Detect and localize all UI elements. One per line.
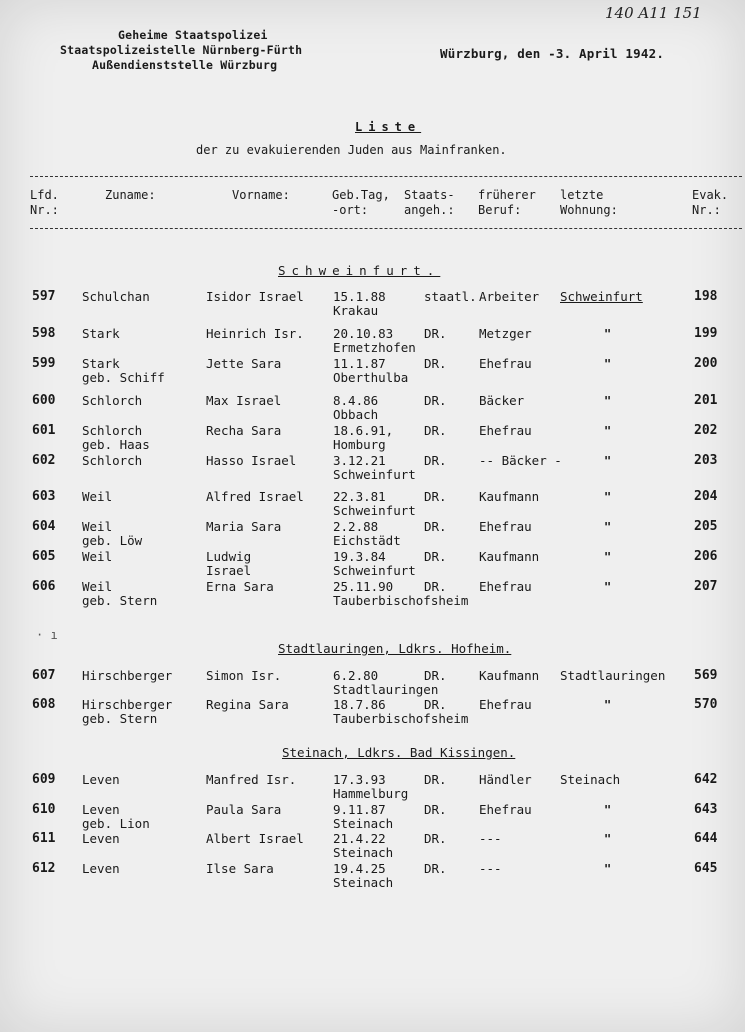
- birth-place: Steinach: [333, 845, 394, 860]
- maiden-name: geb. Stern: [82, 593, 158, 608]
- row-number: 605: [32, 549, 56, 564]
- nationality: DR.: [424, 861, 447, 876]
- occupation: Metzger: [479, 326, 532, 341]
- evacuation-number: 204: [694, 489, 718, 504]
- birth-place: Schweinfurt: [333, 563, 416, 578]
- birth-place: Tauberbischofsheim: [333, 593, 469, 608]
- section-heading-steinach: Steinach, Ldkrs. Bad Kissingen.: [282, 745, 516, 760]
- maiden-name: geb. Löw: [82, 533, 143, 548]
- first-name: Simon Isr.: [206, 668, 282, 683]
- surname: Weil: [82, 489, 113, 504]
- col-staats: Staats- angeh.:: [404, 188, 455, 217]
- birth-date: 18.7.86: [333, 697, 386, 712]
- office-line-2: Staatspolizeistelle Nürnberg-Fürth: [60, 43, 303, 57]
- birth-date: 19.4.25: [333, 861, 386, 876]
- surname: Leven: [82, 831, 120, 846]
- last-residence: ": [604, 424, 612, 438]
- birth-date: 3.12.21: [333, 453, 386, 468]
- occupation: ---: [479, 861, 502, 876]
- row-number: 601: [32, 423, 56, 438]
- evacuation-number: 202: [694, 423, 718, 438]
- nationality: DR.: [424, 668, 447, 683]
- nationality: DR.: [424, 489, 447, 504]
- row-number: 606: [32, 579, 56, 594]
- nationality: DR.: [424, 579, 447, 594]
- handwritten-reference: 140 A11 151: [605, 4, 702, 22]
- last-residence: ": [604, 862, 612, 876]
- evacuation-number: 207: [694, 579, 718, 594]
- last-residence: ": [604, 394, 612, 408]
- first-name: Erna Sara: [206, 579, 274, 594]
- row-number: 598: [32, 326, 56, 341]
- surname: Stark: [82, 326, 120, 341]
- row-number: 599: [32, 356, 56, 371]
- first-name: Israel: [206, 563, 252, 578]
- evacuation-number: 643: [694, 802, 718, 817]
- surname: Leven: [82, 772, 120, 787]
- first-name: Paula Sara: [206, 802, 282, 817]
- row-number: 603: [32, 489, 56, 504]
- last-residence: ": [604, 550, 612, 564]
- col-vorname: Vorname:: [232, 188, 290, 202]
- last-residence: ": [604, 357, 612, 371]
- birth-place: Hammelburg: [333, 786, 409, 801]
- birth-place: Schweinfurt: [333, 503, 416, 518]
- row-number: 600: [32, 393, 56, 408]
- nationality: DR.: [424, 326, 447, 341]
- surname: Schulchan: [82, 289, 150, 304]
- occupation: -- Bäcker -: [479, 453, 562, 468]
- birth-place: Eichstädt: [333, 533, 401, 548]
- last-residence: ": [604, 580, 612, 594]
- row-number: 604: [32, 519, 56, 534]
- first-name: Hasso Israel: [206, 453, 297, 468]
- surname: Weil: [82, 519, 113, 534]
- birth-date: 17.3.93: [333, 772, 386, 787]
- row-number: 612: [32, 861, 56, 876]
- birth-date: 19.3.84: [333, 549, 386, 564]
- section-heading-stadtlauringen: Stadtlauringen, Ldkrs. Hofheim.: [278, 641, 512, 656]
- first-name: Manfred Isr.: [206, 772, 297, 787]
- surname: Hirschberger: [82, 668, 173, 683]
- first-name: Ilse Sara: [206, 861, 274, 876]
- birth-place: Homburg: [333, 437, 386, 452]
- evacuation-number: 569: [694, 668, 718, 683]
- evacuation-number: 203: [694, 453, 718, 468]
- occupation: Ehefrau: [479, 423, 532, 438]
- nationality: DR.: [424, 423, 447, 438]
- first-name: Ludwig: [206, 549, 252, 564]
- last-residence: ": [604, 698, 612, 712]
- evacuation-number: 645: [694, 861, 718, 876]
- last-residence: Schweinfurt: [560, 289, 643, 304]
- occupation: Kaufmann: [479, 549, 540, 564]
- evacuation-number: 205: [694, 519, 718, 534]
- evacuation-number: 644: [694, 831, 718, 846]
- row-number: 607: [32, 668, 56, 683]
- last-residence: ": [604, 327, 612, 341]
- row-number: 611: [32, 831, 56, 846]
- nationality: DR.: [424, 831, 447, 846]
- maiden-name: geb. Stern: [82, 711, 158, 726]
- birth-place: Steinach: [333, 875, 394, 890]
- birth-date: 8.4.86: [333, 393, 379, 408]
- nationality: DR.: [424, 393, 447, 408]
- occupation: Arbeiter: [479, 289, 540, 304]
- surname: Weil: [82, 549, 113, 564]
- birth-date: 2.2.88: [333, 519, 379, 534]
- nationality: DR.: [424, 356, 447, 371]
- col-evak: Evak. Nr.:: [692, 188, 729, 217]
- nationality: DR.: [424, 802, 447, 817]
- evacuation-number: 570: [694, 697, 718, 712]
- nationality: staatl.: [424, 289, 477, 304]
- nationality: DR.: [424, 772, 447, 787]
- occupation: Ehefrau: [479, 579, 532, 594]
- surname: Leven: [82, 861, 120, 876]
- nationality: DR.: [424, 519, 447, 534]
- office-line-1: Geheime Staatspolizei: [118, 28, 268, 42]
- occupation: Ehefrau: [479, 519, 532, 534]
- evacuation-number: 201: [694, 393, 718, 408]
- surname: Hirschberger: [82, 697, 173, 712]
- birth-place: Obbach: [333, 407, 379, 422]
- birth-place: Schweinfurt: [333, 467, 416, 482]
- first-name: Recha Sara: [206, 423, 282, 438]
- col-beruf: früherer Beruf:: [478, 188, 536, 217]
- maiden-name: geb. Haas: [82, 437, 150, 452]
- birth-date: 18.6.91,: [333, 423, 394, 438]
- birth-date: 21.4.22: [333, 831, 386, 846]
- section-heading-schweinfurt: Schweinfurt.: [278, 263, 441, 278]
- evacuation-number: 198: [694, 289, 718, 304]
- list-subtitle: der zu evakuierenden Juden aus Mainfranken.: [196, 143, 507, 157]
- surname: Leven: [82, 802, 120, 817]
- first-name: Max Israel: [206, 393, 282, 408]
- last-residence: ": [604, 803, 612, 817]
- nationality: DR.: [424, 453, 447, 468]
- surname: Schlorch: [82, 423, 143, 438]
- birth-place: Tauberbischofsheim: [333, 711, 469, 726]
- first-name: Isidor Israel: [206, 289, 304, 304]
- surname: Stark: [82, 356, 120, 371]
- nationality: DR.: [424, 549, 447, 564]
- header-rule-top: [30, 176, 742, 177]
- birth-date: 6.2.80: [333, 668, 379, 683]
- list-title: Liste: [355, 120, 422, 134]
- col-lfd-nr: Lfd. Nr.:: [30, 188, 59, 217]
- last-residence: Stadtlauringen: [560, 668, 666, 683]
- birth-date: 11.1.87: [333, 356, 386, 371]
- occupation: Ehefrau: [479, 697, 532, 712]
- margin-mark: · ı: [36, 628, 58, 642]
- birth-date: 9.11.87: [333, 802, 386, 817]
- birth-place: Stadtlauringen: [333, 682, 439, 697]
- last-residence: ": [604, 832, 612, 846]
- last-residence: ": [604, 520, 612, 534]
- row-number: 610: [32, 802, 56, 817]
- office-line-3: Außendienststelle Würzburg: [92, 58, 278, 72]
- row-number: 608: [32, 697, 56, 712]
- first-name: Albert Israel: [206, 831, 304, 846]
- occupation: Kaufmann: [479, 668, 540, 683]
- col-zuname: Zuname:: [105, 188, 156, 202]
- row-number: 597: [32, 289, 56, 304]
- maiden-name: geb. Schiff: [82, 370, 165, 385]
- occupation: Kaufmann: [479, 489, 540, 504]
- birth-place: Steinach: [333, 816, 394, 831]
- occupation: Händler: [479, 772, 532, 787]
- surname: Schlorch: [82, 453, 143, 468]
- maiden-name: geb. Lion: [82, 816, 150, 831]
- evacuation-number: 200: [694, 356, 718, 371]
- first-name: Alfred Israel: [206, 489, 304, 504]
- first-name: Heinrich Isr.: [206, 326, 304, 341]
- surname: Weil: [82, 579, 113, 594]
- row-number: 602: [32, 453, 56, 468]
- birth-date: 22.3.81: [333, 489, 386, 504]
- evacuation-number: 206: [694, 549, 718, 564]
- first-name: Regina Sara: [206, 697, 289, 712]
- birth-date: 20.10.83: [333, 326, 394, 341]
- last-residence: ": [604, 454, 612, 468]
- first-name: Jette Sara: [206, 356, 282, 371]
- row-number: 609: [32, 772, 56, 787]
- last-residence: ": [604, 490, 612, 504]
- first-name: Maria Sara: [206, 519, 282, 534]
- birth-date: 25.11.90: [333, 579, 394, 594]
- occupation: Ehefrau: [479, 802, 532, 817]
- surname: Schlorch: [82, 393, 143, 408]
- header-rule-bottom: [30, 228, 742, 229]
- nationality: DR.: [424, 697, 447, 712]
- col-geb: Geb.Tag, -ort:: [332, 188, 390, 217]
- birth-date: 15.1.88: [333, 289, 386, 304]
- birth-place: Oberthulba: [333, 370, 409, 385]
- occupation: Bäcker: [479, 393, 525, 408]
- evacuation-number: 199: [694, 326, 718, 341]
- evacuation-number: 642: [694, 772, 718, 787]
- occupation: ---: [479, 831, 502, 846]
- place-date: Würzburg, den -3. April 1942.: [440, 46, 665, 61]
- birth-place: Krakau: [333, 303, 379, 318]
- occupation: Ehefrau: [479, 356, 532, 371]
- last-residence: Steinach: [560, 772, 621, 787]
- birth-place: Ermetzhofen: [333, 340, 416, 355]
- col-wohnung: letzte Wohnung:: [560, 188, 618, 217]
